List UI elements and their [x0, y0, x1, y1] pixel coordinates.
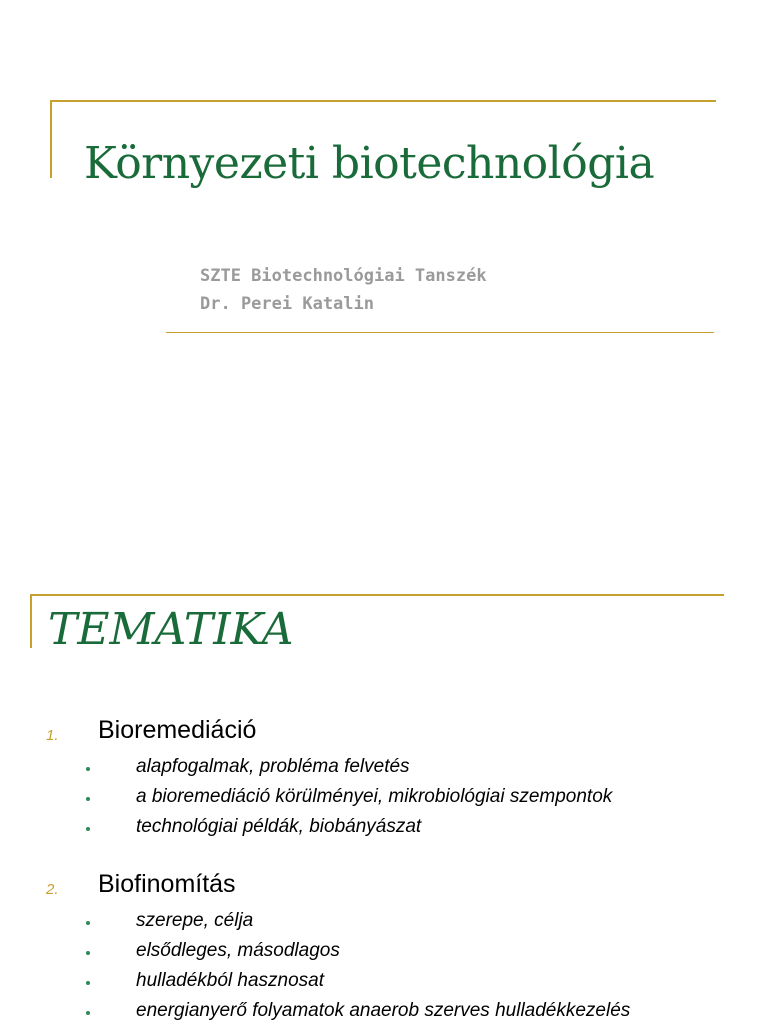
topic-number: 2.: [46, 881, 59, 898]
bullet-icon: [86, 767, 90, 771]
list-item-label: elsődleges, másodlagos: [136, 940, 340, 961]
bullet-icon: [86, 921, 90, 925]
subtitle-underline: [166, 332, 714, 333]
list-item-label: technológiai példák, biobányászat: [136, 816, 422, 837]
list-item-label: hulladékból hasznosat: [136, 970, 325, 991]
agenda-slide: [0, 570, 768, 1024]
title-frame-top-line: [50, 100, 716, 102]
list-item-label: szerepe, célja: [136, 910, 254, 931]
agenda-title: TEMATIKA: [48, 604, 294, 655]
topic-label: Biofinomítás: [98, 870, 236, 898]
department-name: SZTE Biotechnológiai Tanszék: [200, 266, 487, 286]
topic-label: Bioremediáció: [98, 716, 257, 744]
presentation-subtitle: [200, 262, 487, 318]
list-item-label: energianyerő folyamatok anaerob szerves hulladékkezelés: [136, 1000, 631, 1021]
presentation-title: Környezeti biotechnológia: [84, 138, 655, 189]
bullet-icon: [86, 1011, 90, 1015]
bullet-icon: [86, 797, 90, 801]
agenda-frame-top-line: [30, 594, 724, 596]
bullet-icon: [86, 951, 90, 955]
topic-number: 1.: [46, 727, 59, 744]
bullet-icon: [86, 981, 90, 985]
list-item-label: alapfogalmak, probléma felvetés: [136, 756, 410, 777]
author-name: Dr. Perei Katalin: [200, 294, 374, 314]
agenda-frame-left-line: [30, 594, 32, 648]
title-frame-left-line: [50, 100, 52, 178]
list-item-label: a bioremediáció körülményei, mikrobiológiai szempontok: [136, 786, 613, 807]
bullet-icon: [86, 827, 90, 831]
